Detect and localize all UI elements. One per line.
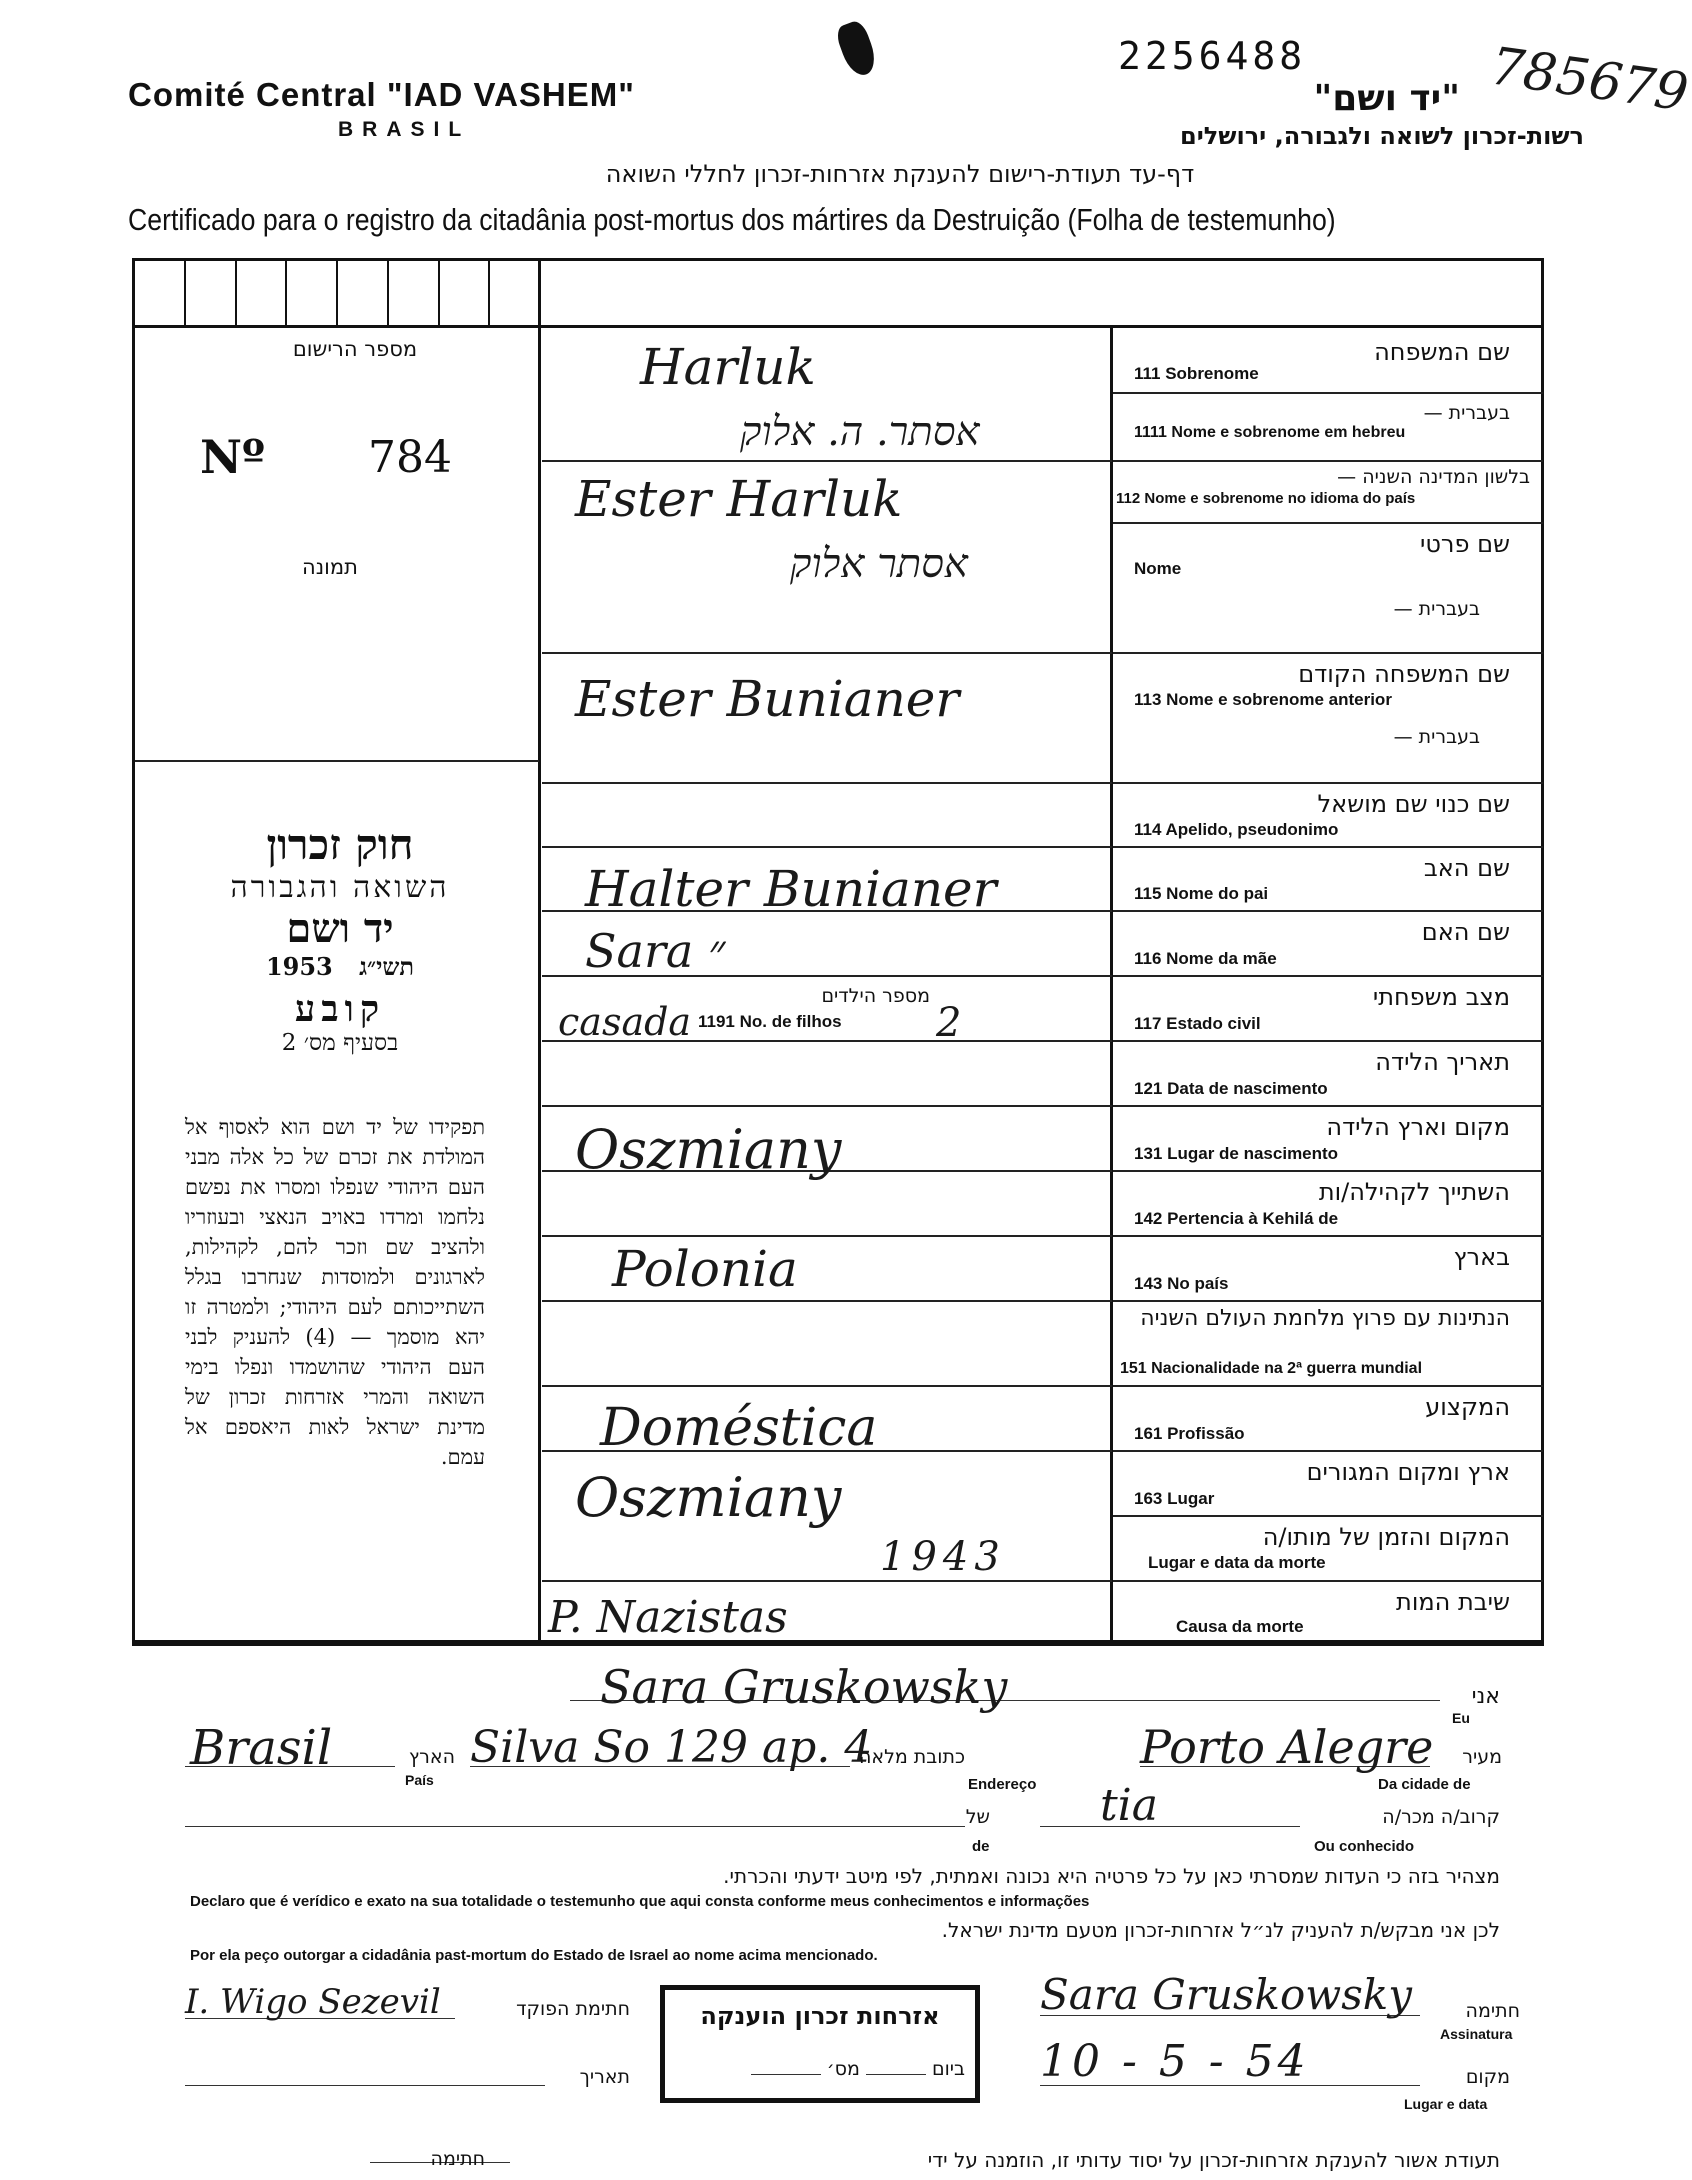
field-121-he: תאריך הלידה	[1375, 1048, 1510, 1076]
place-label-he: מקום	[1465, 2066, 1510, 2088]
law-kovea: קובע	[294, 988, 386, 1030]
field-161-he: המקצוע	[1425, 1393, 1510, 1421]
law-name: יד ושם	[286, 905, 394, 952]
relative-label-pt: Ou conhecido	[1314, 1838, 1415, 1855]
field-death-place-pt: Lugar e data da morte	[1148, 1553, 1326, 1572]
i-label-pt: Eu	[1452, 1710, 1470, 1726]
officer-date-label: תאריך	[579, 2066, 630, 2088]
field-nome-he: שם פרטי	[1419, 530, 1510, 558]
value-pais: Polonia	[612, 1240, 798, 1298]
value-nome: אסתר אלוק	[790, 541, 968, 587]
law-subtitle: השואה והגבורה	[230, 870, 450, 905]
field-143-he: בארץ	[1453, 1243, 1510, 1271]
relative-label-he: קרוב/ה מכר/ה	[1382, 1806, 1500, 1828]
registration-boxes	[135, 261, 539, 325]
org-name: Comité Central "IAD VASHEM"	[128, 76, 635, 113]
field-113-he: שם המשפחה הקודם	[1298, 660, 1510, 688]
field-death-cause-pt: Causa da morte	[1176, 1617, 1304, 1636]
value-estado-civil: casada	[558, 1000, 692, 1044]
city-label-pt: Da cidade de	[1378, 1776, 1471, 1793]
witness-signature: Sara Gruskowsky	[1040, 1970, 1412, 2019]
value-causa-morte: P. Nazistas	[548, 1592, 788, 1643]
field-116-pt: 116 Nome da mãe	[1134, 949, 1277, 968]
signature-label-pt: Assinatura	[1440, 2026, 1513, 2042]
field-142-he: השתייך לקהילה/ות	[1318, 1178, 1510, 1206]
law-year: 1953	[265, 952, 333, 981]
field-131-he: מקום וארץ הלידה	[1326, 1113, 1510, 1141]
request-he: לכן אני מבקש/ת להעניק לנ״ל אזרחות-זכרון מטעם מדינת ישראל.	[941, 1918, 1500, 1942]
law-block	[150, 820, 530, 1056]
value-lugar-nascimento: Oszmiany	[575, 1118, 842, 1181]
field-111-he: שם המשפחה	[1374, 338, 1510, 366]
of-label-pt: de	[972, 1838, 990, 1855]
field-117-pt: 117 Estado civil	[1134, 1014, 1261, 1033]
address-label-he: כתובת מלאה	[858, 1746, 965, 1768]
field-114-he: שם כנוי שם מושאל	[1317, 790, 1510, 818]
relative-value: tia	[1100, 1780, 1158, 1831]
address-label-pt: Endereço	[968, 1776, 1037, 1793]
field-113-hebrew-he: בעברית —	[1393, 726, 1480, 748]
value-lugar: Oszmiany	[575, 1466, 842, 1529]
country-label-he: הארץ	[408, 1746, 455, 1768]
law-text: תפקידו של יד ושם הוא לאסוף אל המולדת את זכרם של כל אלה מבני העם היהודי שנפלו ומסרו את נפשם נלחמו ומרדו באויב הנאצי ובעוזריו ולהציב שם וזכר להם, לקהילות, לארגונים ולמוסדות שנחרבו בגלל השתייכותם לעם היהודי; ולמטרה זו יהא מוסמך — (4) להעניק לבני העם היהודי שהושמדו ונפלו בימי השואה והמרי אזרחות זכרון של מדינת ישראל לאות היאספם אל עמם.	[185, 1115, 486, 1469]
city-label-he: מעיר	[1462, 1746, 1502, 1768]
memorial-citizenship-box	[660, 1985, 980, 2103]
signature-label-he: חתימה	[1465, 2000, 1520, 2022]
value-nome-idioma: Ester Harluk	[575, 470, 903, 528]
field-death-cause-he: שיבת המות	[1396, 1588, 1510, 1616]
law-year-row	[150, 952, 530, 982]
hebrew-subtitle: דף-עד תעודת-רישום להענקת אזרחות-זכרון לחללי השואה	[605, 160, 1195, 188]
value-data-morte: 1943	[880, 1534, 1006, 1580]
declare-pt: Declaro que é verídico e exato na sua totalidade o testemunho que aqui consta conforme meus conhecimentos e informações	[190, 1893, 1090, 1910]
place-label-pt: Lugar e data	[1404, 2096, 1488, 2112]
value-nome-anterior: Ester Bunianer	[575, 670, 960, 728]
value-profissao: Doméstica	[600, 1398, 878, 1458]
registration-number: 784	[368, 432, 452, 483]
country-value: Brasil	[190, 1720, 333, 1776]
witness-date: 10 - 5 - 54	[1040, 2036, 1310, 2087]
request-pt: Por ela peço outorgar a cidadânia past-mortum do Estado de Israel ao nome acima mencionado.	[190, 1947, 878, 1964]
photo-label: תמונה	[302, 555, 358, 579]
field-nome-pt: Nome	[1134, 559, 1182, 578]
field-131-pt: 131 Lugar de nascimento	[1134, 1144, 1339, 1163]
officer-signature-label: חתימת הפוקד	[516, 1998, 630, 2020]
field-117-he: מצב משפחתי	[1372, 983, 1510, 1011]
children-value: 2	[936, 1000, 962, 1046]
field-nome-hebrew-he: בעברית —	[1393, 598, 1480, 620]
law-title: חוק זכרון	[266, 820, 414, 869]
value-nome-mae: Sara ״	[585, 924, 726, 978]
box-num-label: מס׳	[826, 2058, 860, 2080]
field-113-pt: 113 Nome e sobrenome anterior	[1134, 690, 1392, 709]
footer-sign-label: חתימה	[430, 2148, 485, 2170]
field-111-pt: 111 Sobrenome	[1134, 364, 1259, 383]
field-115-he: שם האב	[1423, 854, 1510, 882]
field-143-pt: 143 No país	[1134, 1274, 1229, 1293]
field-142-pt: 142 Pertencia à Kehilá de	[1134, 1209, 1339, 1228]
country-label-pt: País	[405, 1772, 434, 1788]
number-sign: Nº	[200, 430, 266, 484]
hebrew-authority: רשות-זכרון לשואה ולגבורה, ירושלים	[1179, 122, 1584, 150]
box-day-label: ביום	[931, 2058, 965, 2080]
children-pt: 1191 No. de filhos	[698, 1012, 842, 1031]
field-163-pt: 163 Lugar	[1134, 1489, 1215, 1508]
i-label-he: אני	[1471, 1684, 1500, 1709]
stamp-number: 2256488	[1118, 34, 1307, 78]
field-163-he: ארץ ומקום המגורים	[1306, 1458, 1510, 1486]
ink-mark	[834, 18, 881, 79]
children-he: מספר הילדים	[821, 985, 930, 1007]
law-section: בסעיף מס׳ 2	[281, 1030, 399, 1056]
officer-signature: I. Wigo Sezevil	[185, 1982, 441, 2022]
declare-he: מצהיר בזה כי העדות שמסרתי כאן על כל פרטיה היא נכונה ואמתית, לפי מיטב ידעתי והכרתי.	[723, 1864, 1500, 1888]
field-114-pt: 114 Apelido, pseudonimo	[1134, 820, 1339, 839]
certificate-title: Certificado para o registro da citadânia post-mortus dos mártires da Destruição (Folha de testemunho)	[128, 202, 1336, 237]
field-115-pt: 115 Nome do pai	[1134, 884, 1269, 903]
handwritten-number: 785679	[1486, 36, 1692, 124]
footer-text: תעודת אשור להענקת אזרחות-זכרון על יסוד עדותי זו, הוזמנה על ידי	[927, 2148, 1500, 2172]
value-nome-hebreu: אסתר. ה. אלוק	[740, 409, 980, 455]
registration-number-label: מספר הרישום	[292, 337, 418, 361]
field-112-pt: 112 Nome e sobrenome no idioma do país	[1116, 490, 1416, 507]
field-151-pt: 151 Nacionalidade na 2ª guerra mundial	[1120, 1360, 1423, 1377]
box-title: אזרחות זכרון הוענקה	[700, 2002, 940, 2030]
value-nome-pai: Halter Bunianer	[585, 860, 997, 918]
field-1111-pt: 1111 Nome e sobrenome em hebreu	[1134, 424, 1406, 441]
field-death-place-he: המקום והזמן של מותו/ה	[1262, 1523, 1510, 1551]
field-151-he: הנתינות עם פרוץ מלחמת העולם השניה	[1140, 1306, 1510, 1331]
address-value: Silva So 129 ap. 4	[470, 1722, 873, 1773]
value-sobrenome: Harluk	[640, 338, 816, 396]
org-country: BRASIL	[338, 118, 471, 141]
field-1111-he: בעברית —	[1423, 402, 1510, 424]
field-161-pt: 161 Profissão	[1134, 1424, 1245, 1443]
hebrew-yad-vashem: "יד ושם"	[1313, 78, 1460, 119]
of-label-he: של	[965, 1806, 990, 1828]
witness-name: Sara Gruskowsky	[600, 1660, 1008, 1714]
field-112-he: בלשון המדינה השניה —	[1337, 466, 1530, 488]
field-116-he: שם האם	[1421, 918, 1510, 946]
field-121-pt: 121 Data de nascimento	[1134, 1079, 1328, 1098]
law-year-hebrew: תשי״ג	[359, 952, 415, 981]
city-value: Porto Alegre	[1140, 1720, 1434, 1774]
